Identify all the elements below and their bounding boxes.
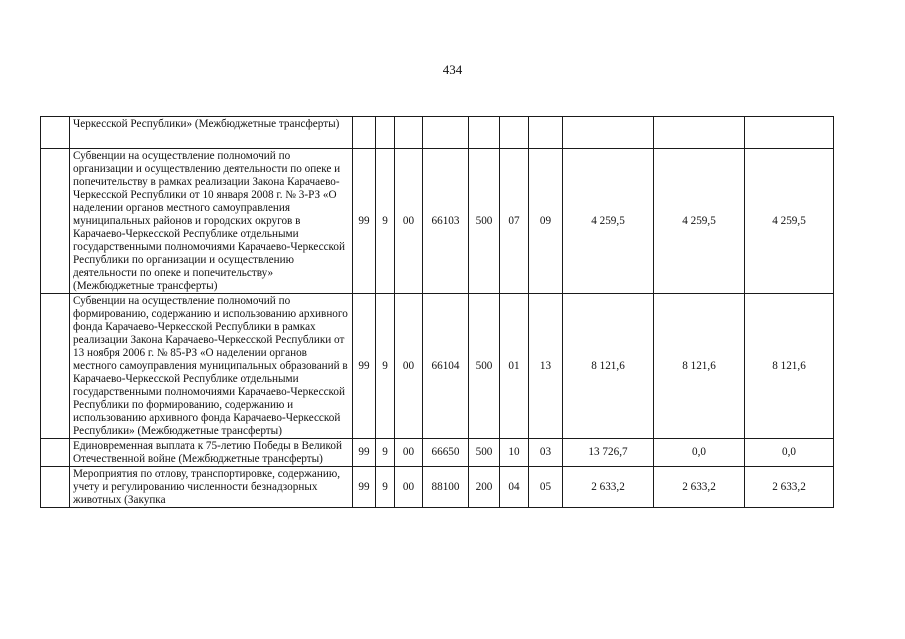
amount-cell xyxy=(745,117,834,149)
description-cell: Субвенции на осуществление полномочий по формированию, содержанию и использованию архивного фонда Карачаево-Черкесской Республики в рамках реализации Закона Карачаево-Черкесской Республики от 13 ноября 2006 г. № 85-РЗ «О наделении органов местного самоуправления муниципальных образований в Карачаево-Черкесской Республике отдельными государственными полномочиями Карачаево-Черкесской Республики по формированию, содержанию и использованию архивного фонда Карачаево-Черкесской Республики» (Межбюджетные трансферты) xyxy=(70,294,353,439)
amount-cell: 8 121,6 xyxy=(563,294,654,439)
code-cell: 88100 xyxy=(423,467,469,508)
amount-cell: 4 259,5 xyxy=(654,149,745,294)
code-cell: 00 xyxy=(395,439,423,467)
code-cell: 09 xyxy=(529,149,563,294)
code-cell: 05 xyxy=(529,467,563,508)
amount-cell xyxy=(563,117,654,149)
row-number-cell xyxy=(41,439,70,467)
code-cell: 99 xyxy=(353,149,376,294)
row-number-cell xyxy=(41,294,70,439)
table-row xyxy=(41,439,834,467)
budget-table xyxy=(40,116,834,508)
amount-cell: 4 259,5 xyxy=(745,149,834,294)
table-row xyxy=(41,149,834,294)
code-cell: 99 xyxy=(353,294,376,439)
code-cell: 9 xyxy=(376,439,395,467)
code-cell: 66103 xyxy=(423,149,469,294)
code-cell: 00 xyxy=(395,294,423,439)
code-cell xyxy=(469,117,500,149)
amount-cell: 0,0 xyxy=(745,439,834,467)
amount-cell: 0,0 xyxy=(654,439,745,467)
code-cell: 03 xyxy=(529,439,563,467)
page-number: 434 xyxy=(442,62,463,77)
amount-cell: 8 121,6 xyxy=(654,294,745,439)
row-number-cell xyxy=(41,117,70,149)
code-cell xyxy=(500,117,529,149)
row-number-cell xyxy=(41,149,70,294)
code-cell: 9 xyxy=(376,467,395,508)
description-cell: Черкесской Республики» (Межбюджетные трансферты) xyxy=(70,117,353,149)
code-cell: 200 xyxy=(469,467,500,508)
code-cell: 10 xyxy=(500,439,529,467)
amount-cell xyxy=(654,117,745,149)
code-cell: 500 xyxy=(469,294,500,439)
code-cell: 500 xyxy=(469,149,500,294)
code-cell: 04 xyxy=(500,467,529,508)
amount-cell: 4 259,5 xyxy=(563,149,654,294)
code-cell: 9 xyxy=(376,149,395,294)
code-cell: 500 xyxy=(469,439,500,467)
code-cell: 66104 xyxy=(423,294,469,439)
table-row xyxy=(41,467,834,508)
code-cell xyxy=(395,117,423,149)
amount-cell: 8 121,6 xyxy=(745,294,834,439)
code-cell xyxy=(529,117,563,149)
table-row xyxy=(41,117,834,149)
code-cell: 00 xyxy=(395,149,423,294)
row-number-cell xyxy=(41,467,70,508)
amount-cell: 2 633,2 xyxy=(745,467,834,508)
amount-cell: 2 633,2 xyxy=(654,467,745,508)
code-cell: 66650 xyxy=(423,439,469,467)
description-cell: Мероприятия по отлову, транспортировке, содержанию, учету и регулированию численности безнадзорных животных (Закупка xyxy=(70,467,353,508)
code-cell: 00 xyxy=(395,467,423,508)
code-cell xyxy=(353,117,376,149)
code-cell: 9 xyxy=(376,294,395,439)
table-row xyxy=(41,294,834,439)
code-cell: 13 xyxy=(529,294,563,439)
amount-cell: 13 726,7 xyxy=(563,439,654,467)
code-cell: 99 xyxy=(353,467,376,508)
code-cell: 99 xyxy=(353,439,376,467)
code-cell: 01 xyxy=(500,294,529,439)
code-cell xyxy=(376,117,395,149)
code-cell: 07 xyxy=(500,149,529,294)
description-cell: Субвенции на осуществление полномочий по организации и осуществлению деятельности по опеке и попечительству в рамках реализации Закона Карачаево-Черкесской Республики от 10 января 2008 г. № 3-РЗ «О наделении органов местного самоуправления муниципальных районов и городских округов в Карачаево-Черкесской Республике отдельными государственными полномочиями Карачаево-Черкесской Республики по организации и осуществлению деятельности по опеке и попечительству» (Межбюджетные трансферты) xyxy=(70,149,353,294)
description-cell: Единовременная выплата к 75-летию Победы в Великой Отечественной войне (Межбюджетные трансферты) xyxy=(70,439,353,467)
code-cell xyxy=(423,117,469,149)
amount-cell: 2 633,2 xyxy=(563,467,654,508)
